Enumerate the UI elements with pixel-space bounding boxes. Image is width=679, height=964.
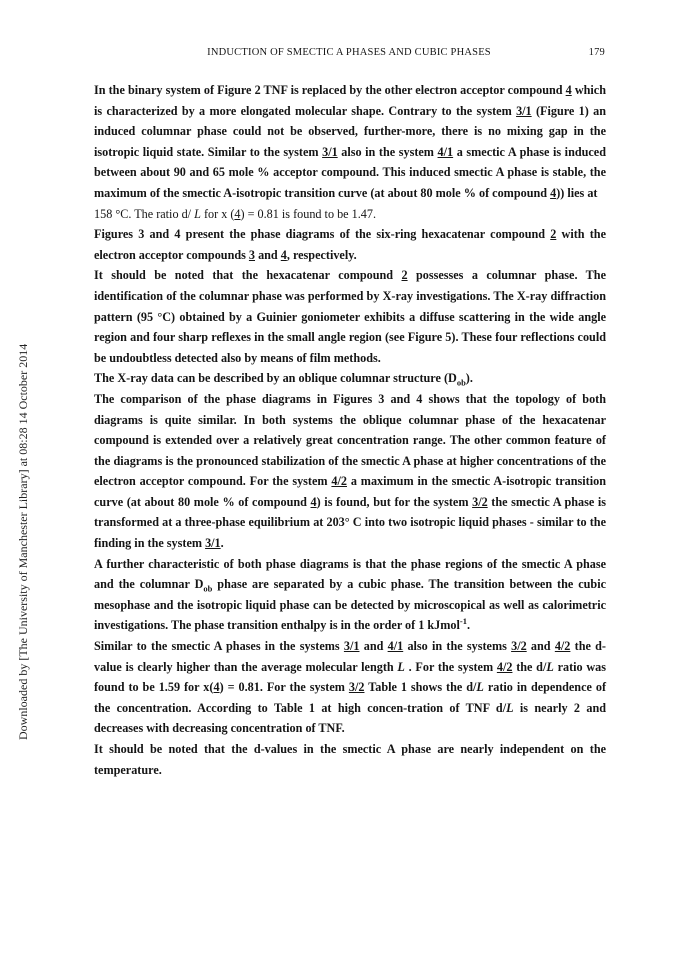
text-run: . bbox=[220, 536, 224, 551]
text-run: and bbox=[255, 247, 281, 262]
text-run: and bbox=[359, 639, 388, 654]
text-run: ) = 0.81. For the system bbox=[219, 680, 349, 695]
download-watermark: Downloaded by [The University of Manchester Library] at 08:28 14 October 2014 bbox=[16, 343, 30, 740]
paragraph-3 bbox=[94, 265, 606, 368]
length-symbol: L bbox=[476, 680, 484, 695]
text-run: the d/ bbox=[512, 659, 547, 674]
text-run: , respectively. bbox=[286, 247, 357, 262]
text-run: The X-ray data can be described by an oblique columnar structure (D bbox=[94, 371, 457, 386]
subscript: ob bbox=[456, 377, 466, 388]
system-ref: 3/2 bbox=[348, 680, 365, 695]
system-ref: 3/1 bbox=[343, 639, 360, 654]
superscript: -1 bbox=[459, 616, 467, 627]
system-ref: 3/1 bbox=[516, 103, 532, 118]
text-run: ) is found, but for the system bbox=[316, 494, 473, 509]
length-symbol: L bbox=[506, 700, 514, 715]
text-run: possesses a columnar phase. The identification of the columnar phase was performed by X-ray investigations. The X-ray diffraction pattern (95 °C) obtained by a Guinier goniometer exhibits a diffuse scattering in the wide angle region and four sharp reflexes in the small angle region (see Figure 5). These four reflections could be undoubtless detected also by means of film methods. bbox=[94, 268, 606, 365]
running-header bbox=[93, 47, 605, 63]
paragraph-4 bbox=[94, 368, 606, 389]
compound-ref: 3 bbox=[248, 247, 256, 262]
paragraph-6 bbox=[94, 554, 606, 636]
system-ref: 3/1 bbox=[322, 144, 338, 159]
text-run: A further characteristic of both phase diagrams is that the phase regions of the smectic A phase and the columnar D bbox=[94, 556, 606, 592]
text-run: Similar to the smectic A phases in the systems bbox=[94, 639, 344, 654]
text-run: The comparison of the phase diagrams in Figures 3 and 4 shows that the topology of both diagrams is quite similar. In both systems the oblique columnar phase of the hexacatenar compound is extended over a relatively great concentration range. The other common feature of the diagrams is the pronounced stabilization of the smectic A phase at higher concentrations of the electron acceptor compound. For the system bbox=[94, 391, 606, 489]
text-run: It should be noted that the hexacatenar compound bbox=[94, 268, 402, 283]
text-run: with the electron acceptor compounds bbox=[94, 227, 606, 262]
system-ref: 3/2 bbox=[511, 639, 527, 654]
text-run: )) lies at bbox=[556, 185, 598, 200]
system-ref: 4/2 bbox=[496, 659, 513, 674]
paragraph-5 bbox=[94, 389, 606, 554]
text-run: the d-value is clearly higher than the average molecular length bbox=[94, 639, 606, 674]
subscript: ob bbox=[203, 583, 213, 594]
text-run: It should be noted that the d-values in the smectic A phase are nearly independent on the temperature. bbox=[94, 742, 606, 777]
text-run: also in the systems bbox=[403, 639, 512, 654]
compound-ref: 4 bbox=[234, 206, 241, 221]
compound-ref: 4 bbox=[310, 494, 317, 509]
system-ref: 4/2 bbox=[331, 474, 347, 489]
length-symbol: L bbox=[194, 206, 201, 221]
text-run: 158 °C. The ratio d/ bbox=[94, 206, 195, 221]
page-number: 179 bbox=[588, 47, 605, 58]
body-text bbox=[94, 80, 606, 780]
text-run: . bbox=[467, 618, 471, 633]
text-run: ratio was found to be 1.59 for x( bbox=[94, 659, 606, 695]
compound-ref: 4 bbox=[213, 680, 220, 695]
length-symbol: L bbox=[546, 659, 554, 674]
text-run: which is characterized by a more elongated molecular shape. Contrary to the system bbox=[94, 83, 606, 118]
paragraph-7 bbox=[94, 636, 606, 739]
text-run: and bbox=[526, 639, 555, 654]
text-run: the smectic A phase is transformed at a three-phase equilibrium at 203° C into two isotropic liquid phases - similar to the finding in the system bbox=[94, 494, 607, 551]
text-run: a maximum in the smectic A-isotropic transition curve (at about 80 mole % of compound bbox=[94, 474, 606, 509]
text-run: Figures 3 and 4 present the phase diagrams of the six-ring hexacatenar compound bbox=[94, 227, 551, 242]
compound-ref: 2 bbox=[401, 268, 408, 283]
text-run: also in the system bbox=[337, 144, 438, 159]
text-run: a smectic A phase is induced between about 90 and 65 mole % acceptor compound. This induced smectic A phase is stable, the maximum of the smectic A-isotropic transition curve (at about 80 mole % of compound bbox=[94, 144, 606, 200]
text-run: In the binary system of Figure 2 TNF is replaced by the other electron acceptor compound bbox=[94, 83, 566, 97]
system-ref: 3/1 bbox=[205, 536, 221, 551]
system-ref: 4/1 bbox=[387, 639, 404, 654]
text-run: phase are separated by a cubic phase. The transition between the cubic mesophase and the isotropic liquid phase can be detected by microscopical as well as calorimetric investigations. The phase transition enthalpy is in the order of 1 kJmol bbox=[94, 577, 606, 633]
text-run: ) = 0.81 is found to be 1.47. bbox=[240, 206, 377, 221]
compound-ref: 2 bbox=[550, 227, 557, 242]
compound-ref: 4 bbox=[565, 83, 572, 97]
paragraph-2 bbox=[94, 224, 606, 265]
compound-ref: 4 bbox=[550, 185, 557, 200]
text-run: Table 1 shows the d/ bbox=[364, 680, 477, 695]
text-run: ). bbox=[465, 371, 473, 386]
system-ref: 4/1 bbox=[437, 144, 454, 159]
text-run: . For the system bbox=[404, 659, 497, 674]
text-run: for x ( bbox=[200, 206, 235, 221]
running-title: INDUCTION OF SMECTIC A PHASES AND CUBIC PHASES bbox=[207, 47, 491, 58]
paragraph-1-continuation bbox=[94, 204, 606, 225]
compound-ref: 4 bbox=[280, 247, 287, 262]
length-symbol: L bbox=[397, 659, 405, 674]
text-run: (Figure 1) an induced columnar phase could not be observed, further-more, there is no mixing gap in the isotropic liquid state. Similar to the system bbox=[94, 103, 606, 159]
text-run: ratio in dependence of the concentration. According to Table 1 at high concen-tration of TNF d/ bbox=[94, 680, 607, 715]
paragraph-8 bbox=[94, 739, 606, 780]
system-ref: 3/2 bbox=[472, 494, 488, 509]
text-run: is nearly 2 and decreases with decreasing concentration of TNF. bbox=[94, 700, 607, 736]
paragraph-1 bbox=[94, 80, 606, 204]
system-ref: 4/2 bbox=[554, 639, 571, 654]
